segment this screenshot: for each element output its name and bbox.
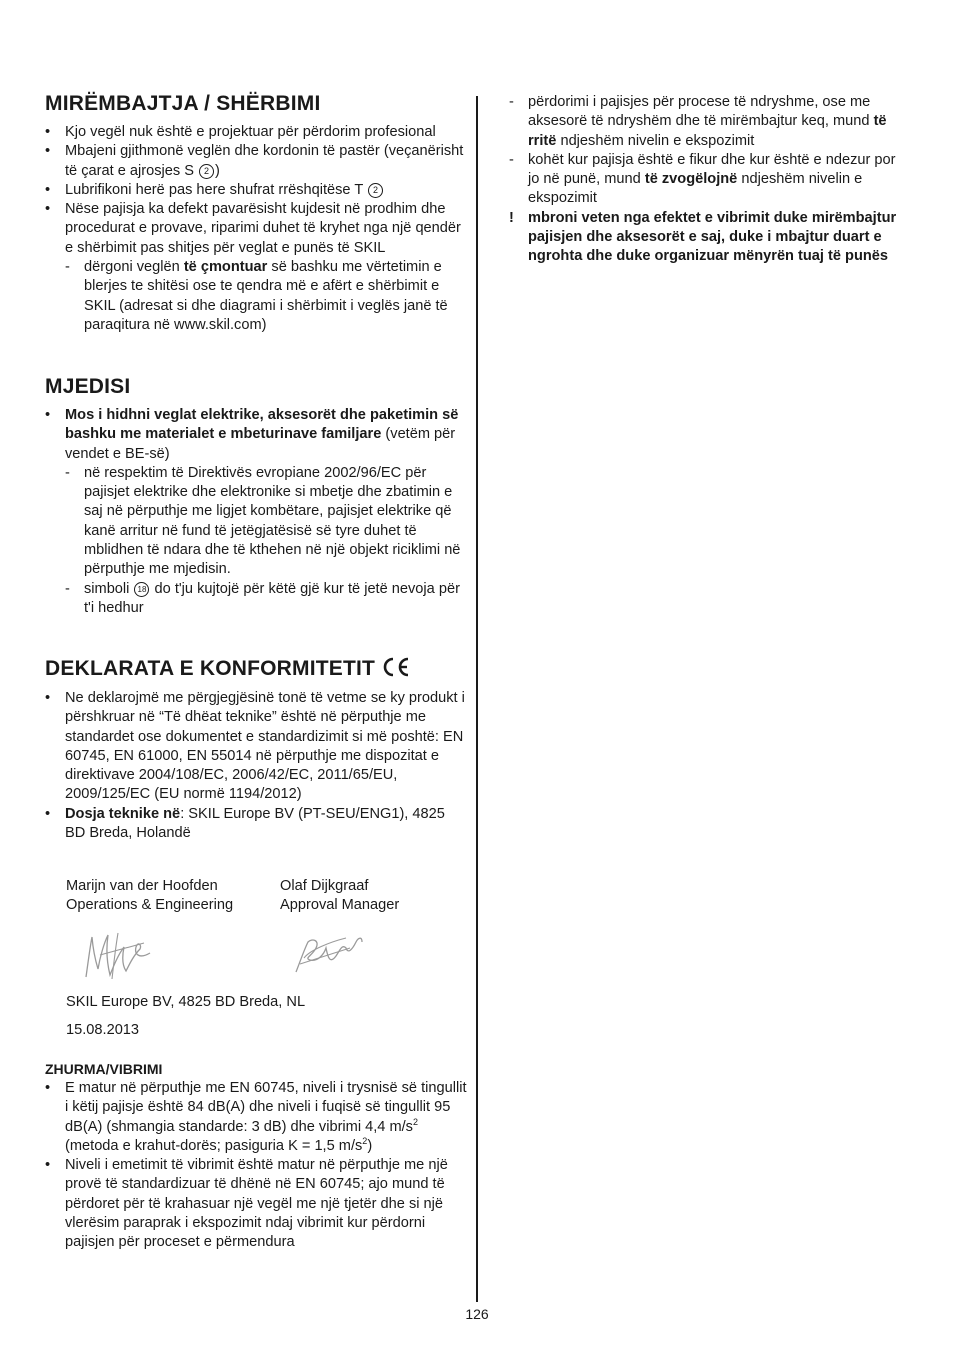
- signatory-1: Marijn van der Hoofden Operations & Engineering: [66, 878, 234, 914]
- ref-number: 2: [368, 183, 383, 198]
- signature-2-image: [290, 928, 370, 978]
- signature-1-image: [80, 925, 160, 983]
- declaration-list: [45, 689, 467, 843]
- signatory-2: Olaf Dijkgraaf Approval Manager: [280, 878, 400, 914]
- list-item: - simboli 18 do t'ju kujtojë për këtë gjë kur të jetë nevoja për t'i hedhur: [45, 580, 467, 619]
- maintenance-list: [45, 123, 467, 335]
- list-item: • Nëse pajisja ka defekt pavarësisht kujdesit në prodhim dhe procedurat e provave, riparimi duhet të kryhet nga një qendër e shërbimit pas shitjes për veglat e punës të SKIL: [45, 200, 467, 258]
- list-item: • Kjo vegël nuk është e projektuar për përdorim profesional: [45, 123, 467, 142]
- list-item: - përdorimi i pajisjes për procese të ndryshme, ose me aksesorë të ndryshëm dhe të mirëmbajtur keq, mund të rritë ndjeshëm nivelin e ekspozimit: [508, 93, 908, 151]
- list-item: - në respektim të Direktivës evropiane 2002/96/EC për pajisjet elektrike dhe elektronike si mbetje dhe zbatimin e saj në përputhje me ligjet kombëtare, pajisjet elektrike që kanë arritur në fund të jetëgjatësisë së tyre duhet të mblidhen të ndara dhe të kthehen në një objekt riciklimi në përputhje me mjedisin.: [45, 464, 467, 580]
- list-item: • Dosja teknike në: SKIL Europe BV (PT-SEU/ENG1), 4825 BD Breda, Holandë: [45, 805, 467, 844]
- noise-list: [45, 1079, 467, 1253]
- noise-heading: ZHURMA/VIBRIMI: [45, 1061, 163, 1077]
- list-item: - kohët kur pajisja është e fikur dhe kur është e ndezur por jo në punë, mund të zvogëlojnë ndjeshëm nivelin e ekspozimit: [508, 151, 908, 209]
- ref-number: 2: [199, 164, 214, 179]
- list-item: • Mos i hidhni veglat elektrike, aksesorët dhe paketimin së bashku me materialet e mbeturinave familjare (vetëm për vendet e BE-së): [45, 406, 467, 464]
- list-item: • Lubrifikoni herë pas here shufrat rrëshqitëse T 2: [45, 181, 467, 200]
- page-number: 126: [465, 1306, 489, 1322]
- list-item: • E matur në përputhje me EN 60745, niveli i trysnisë së tingullit i këtij pajisje është 84 dB(A) dhe niveli i fuqisë së tingullit 95 dB(A) (shmangia standarde: 3 dB) dhe vibrimi 4,4 $m/s^2$ (metoda e krahut-dorës; pasiguria K = 1,5 $m/s^2$): [45, 1079, 467, 1156]
- column-divider: [476, 96, 478, 1302]
- environment-list: [45, 406, 467, 618]
- declaration-heading: DEKLARATA E KONFORMITETIT: [45, 657, 411, 681]
- list-item: • Ne deklarojmë me përgjegjësinë tonë të vetme se ky produkt i përshkruar në “Të dhëat teknike” është në përputhje me standardet ose dokumentet e standardizimit si më poshtë: EN 60745, EN 61000, EN 55014 në përputhje me dispozitat e direktivave 2004/108/EC, 2006/42/EC, 2011/65/EU, 2009/125/EC (EU normë 1194/2012): [45, 689, 467, 805]
- environment-heading: MJEDISI: [45, 375, 131, 398]
- maintenance-heading: MIRËMBAJTJA / SHËRBIMI: [45, 92, 321, 115]
- warning-item: ! mbroni veten nga efektet e vibrimit duke mirëmbajtur pajisjen dhe aksesorët e saj, duke i mbajtur duart e ngrohta dhe duke organizuar mënyrën tuaj të punës: [508, 209, 908, 267]
- ce-mark-icon: [381, 657, 411, 677]
- list-item: • Mbajeni gjithmonë veglën dhe kordonin të pastër (veçanërisht të çarat e ajrosjes S 2 ): [45, 142, 467, 181]
- ref-number: 18: [134, 582, 149, 597]
- company-address: SKIL Europe BV, 4825 BD Breda, NL: [66, 994, 306, 1010]
- list-item: • Niveli i emetimit të vibrimit është matur në përputhje me një provë të standardizuar të dhënë në EN 60745; ajo mund të përdoret për të krahasuar një vegël me një tjetër dhe si një vlerësim paraprak i ekspozimit ndaj vibrimit kur përdorni pajisjen për proceset e përmendura: [45, 1156, 467, 1252]
- vibration-list: [508, 93, 908, 267]
- declaration-date: 15.08.2013: [66, 1022, 140, 1038]
- list-item: - dërgoni veglën të çmontuar së bashku me vërtetimin e blerjes te shitësi ose te qendra më e afërt e shërbimit e SKIL (adresat si dhe diagrami i shërbimit i veglës janë të paraqitura në www.skil.com): [45, 258, 467, 335]
